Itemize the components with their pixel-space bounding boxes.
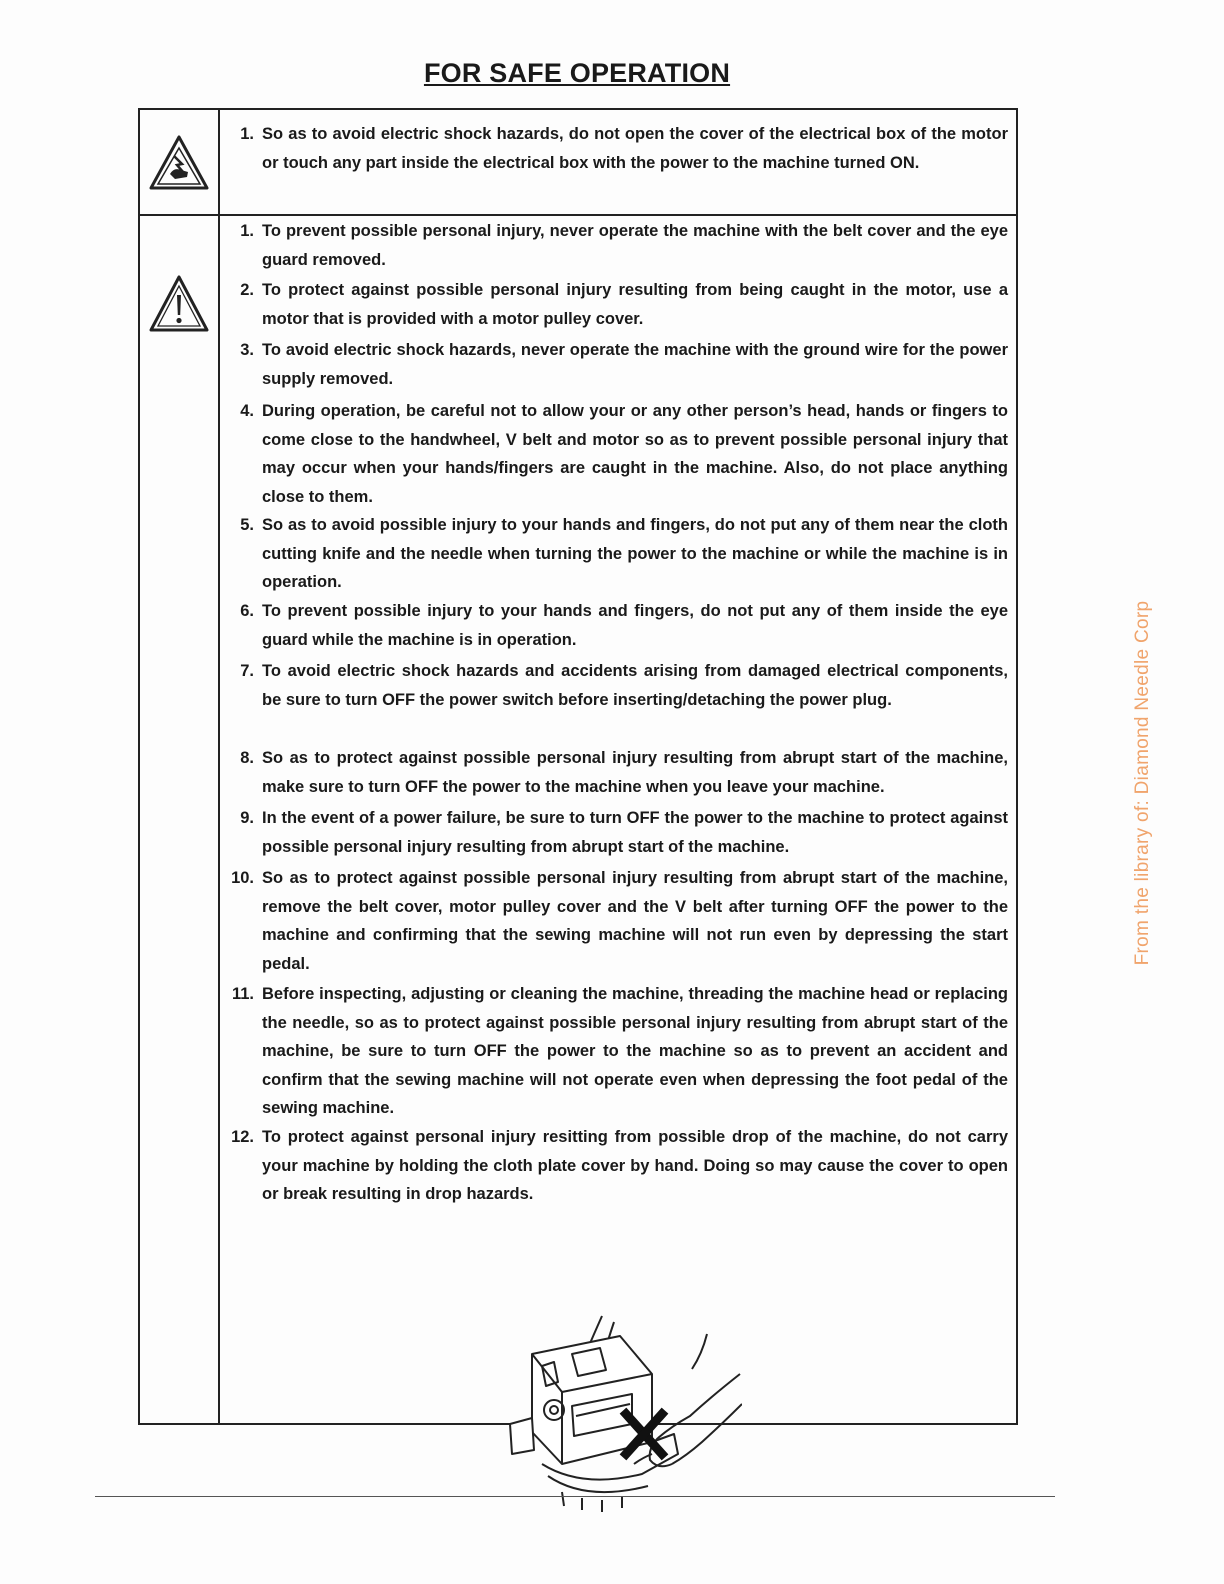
- icon-cell: [140, 110, 220, 214]
- item-text: To avoid electric shock hazards and accidents arising from damaged electrical components, be sure to turn OFF the power switch before inserting/detaching the power plug.: [262, 662, 1008, 709]
- item-text: To prevent possible personal injury, never operate the machine with the belt cover and the eye guard removed.: [262, 222, 1008, 269]
- text-cell: [220, 110, 1016, 214]
- item-number: 1.: [240, 222, 254, 240]
- item-text: To prevent possible injury to your hands and fingers, do not put any of them inside the eye guard while the machine is in operation.: [262, 602, 1008, 649]
- item-text: So as to avoid possible injury to your hands and fingers, do not put any of them near the cloth cutting knife and the needle when turning the power to the machine or while the machine is in operation.: [262, 516, 1008, 591]
- item-number: 3.: [240, 341, 254, 359]
- item-number: 4.: [240, 402, 254, 420]
- item-text: So as to protect against possible personal injury resulting from abrupt start of the machine, remove the belt cover, motor pulley cover and the V belt after turning OFF the power to the machine and confirming that the sewing machine will not run even by depressing the start pedal.: [262, 869, 1008, 973]
- page-title: FOR SAFE OPERATION: [423, 58, 731, 88]
- safety-table: [138, 108, 1018, 1425]
- item-text: In the event of a power failure, be sure to turn OFF the power to the machine to protect against possible personal injury resulting from abrupt start of the machine.: [262, 809, 1008, 856]
- item-number: 8.: [240, 749, 254, 767]
- item-text: To avoid electric shock hazards, never operate the machine with the ground wire for the power supply removed.: [262, 341, 1008, 388]
- electric-shock-hazard-icon: [148, 134, 210, 192]
- item-text: During operation, be careful not to allow your or any other person’s head, hands or fingers to come close to the handwheel, V belt and motor so as to prevent possible personal injury that may occur when your hands/fingers are caught in the machine. Also, do not place anything close to them.: [262, 402, 1008, 506]
- item-number: 6.: [240, 602, 254, 620]
- caution-warning-icon: [148, 274, 210, 334]
- item-text: So as to avoid electric shock hazards, do not open the cover of the electrical box of the motor or touch any part inside the electrical box with the power to the machine turned ON.: [262, 125, 1008, 172]
- footer-divider: [95, 1496, 1055, 1497]
- item-number: 11.: [231, 985, 254, 1003]
- item-number: 1.: [240, 125, 254, 143]
- item-number: 2.: [240, 281, 254, 299]
- item-number: 9.: [240, 809, 254, 827]
- machine-carry-prohibited-illustration: [502, 1314, 742, 1514]
- item-text: So as to protect against possible personal injury resulting from abrupt start of the machine, make sure to turn OFF the power to the machine when you leave your machine.: [262, 749, 1008, 796]
- electric-shock-section: [140, 110, 1016, 216]
- item-number: 12.: [231, 1128, 254, 1146]
- library-watermark: From the library of: Diamond Needle Corp: [1132, 600, 1153, 966]
- icon-cell: [140, 214, 220, 1423]
- item-text: Before inspecting, adjusting or cleaning the machine, threading the machine head or replacing the needle, so as to protect against possible personal injury resulting from abrupt start of the machine, be sure to turn OFF the power to the machine so as to prevent an accident and confirm that the sewing machine will not operate even when depressing the foot pedal of the sewing machine.: [262, 985, 1008, 1117]
- text-cell: [220, 214, 1016, 1423]
- item-text: To protect against personal injury resitting from possible drop of the machine, do not carry your machine by holding the cloth plate cover by hand. Doing so may cause the cover to open or break resulting in drop hazards.: [262, 1128, 1008, 1203]
- item-number: 10.: [231, 869, 254, 887]
- item-text: To protect against possible personal injury resulting from being caught in the motor, use a motor that is provided with a motor pulley cover.: [262, 281, 1008, 328]
- item-number: 7.: [240, 662, 254, 680]
- general-caution-section: [140, 214, 1016, 1423]
- item-number: 5.: [240, 516, 254, 534]
